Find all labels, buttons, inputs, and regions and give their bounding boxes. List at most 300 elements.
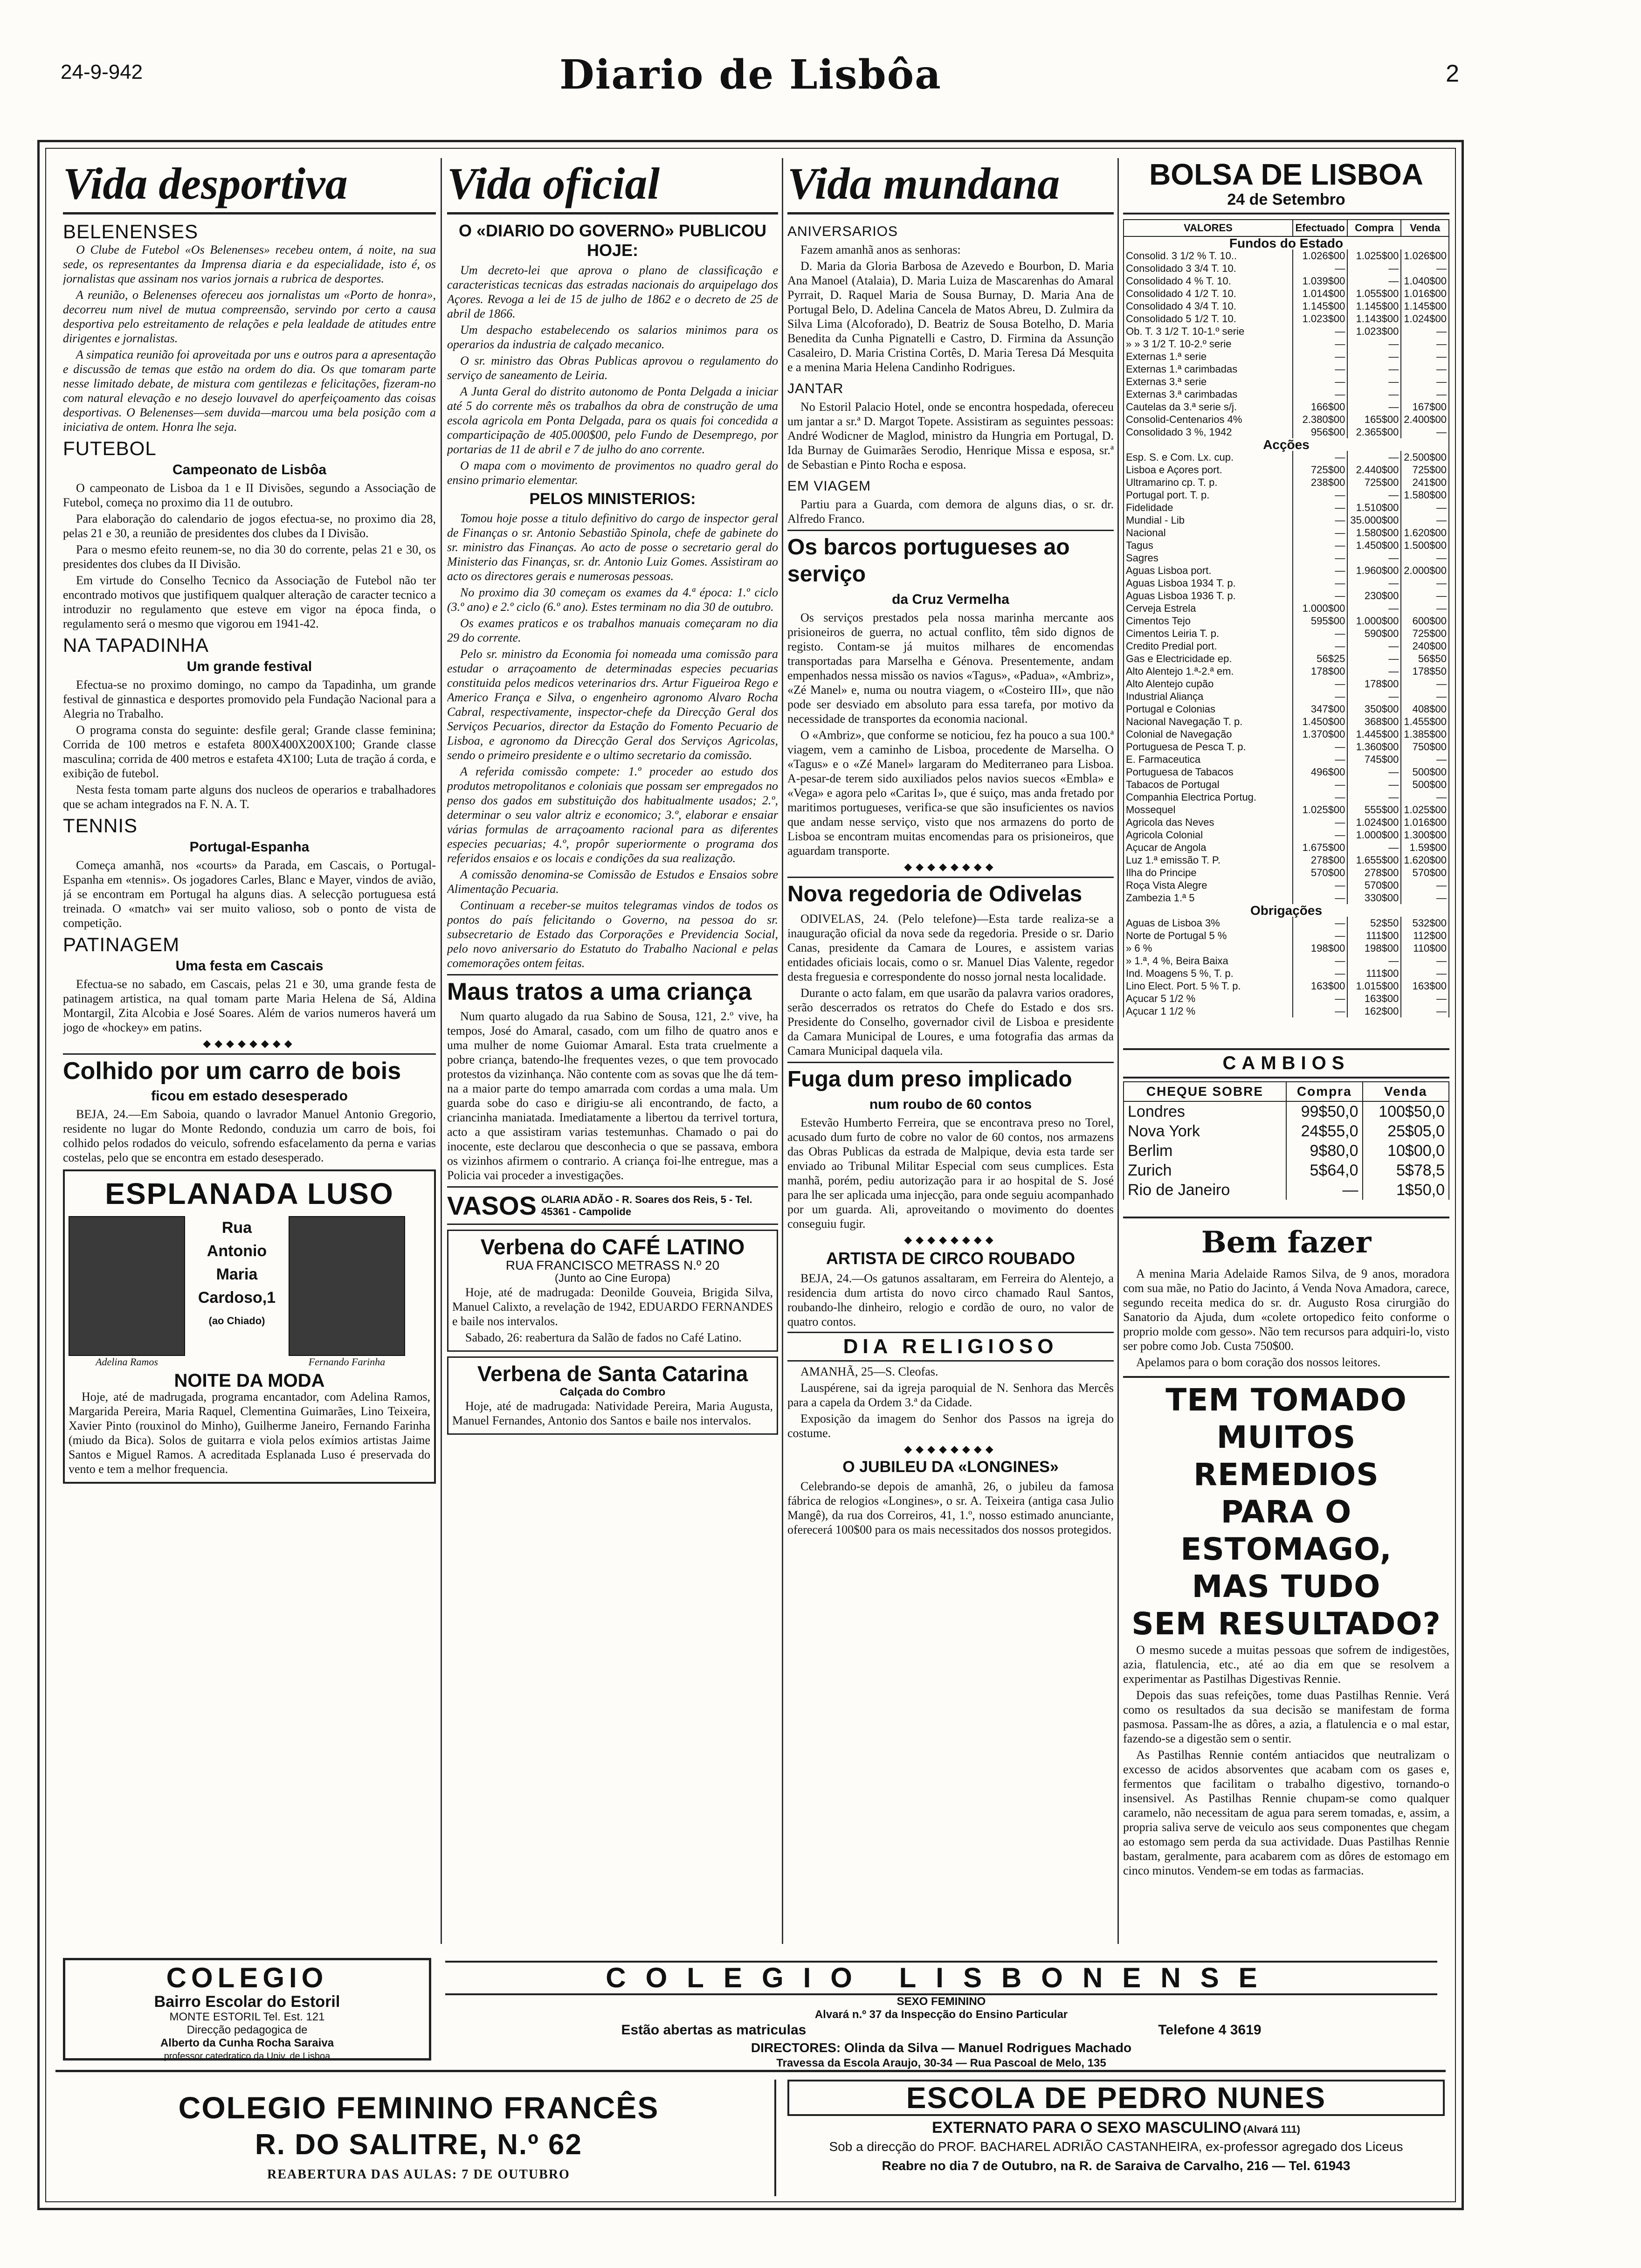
table-cell: 1.023$00 bbox=[1293, 312, 1347, 325]
paragraph: Um decreto-lei que aprova o plano de classificação e caracteristicas tecnicas das estradas nacionais do arquipelago dos Açores. Revoga a lei de 15 de julho de 1862 e o decreto de 25 de abril de 1866. bbox=[447, 263, 778, 320]
table-cell: Consolid-Centenarios 4% bbox=[1124, 413, 1293, 426]
paragraph: BEJA, 24.—Em Saboia, quando o lavrador Manuel Antonio Gregorio, residente no lugar do Monte Redondo, conduzia um carro de bois, foi colhido pelos rodados do veiculo, sofrendo esfacelamento da perna e varias costelas, pelo que se encontra em estado desesperado. bbox=[63, 1107, 436, 1164]
paragraph: Para o mesmo efeito reunem-se, no dia 30 do corrente, pelas 21 e 30, os presidentes dos clubes da II Divisão. bbox=[63, 543, 436, 571]
table-cell: 163$00 bbox=[1347, 992, 1401, 1005]
table-cell: — bbox=[1347, 489, 1401, 501]
table-row bbox=[1124, 463, 1449, 476]
table-cell: — bbox=[1401, 501, 1449, 514]
paragraph: Depois das suas refeições, tome duas Pastilhas Rennie. Verá como os resultados da sua decisão se manifestam de forma pasmosa. Passam-lhe as dôres, a azia, a flatulencia e o mal estar, fazendo-se a digestão sem o sentir. bbox=[1123, 1688, 1449, 1745]
table-row bbox=[1124, 602, 1449, 615]
table-cell: 241$00 bbox=[1401, 476, 1449, 489]
table-cell: Nova York bbox=[1124, 1121, 1286, 1141]
table-cell: 750$00 bbox=[1401, 740, 1449, 753]
table-cell: 25$05,0 bbox=[1363, 1121, 1449, 1141]
portrait-photo bbox=[289, 1216, 405, 1356]
ad-colegio-frances bbox=[63, 2080, 776, 2196]
table-cell: 198$00 bbox=[1293, 942, 1347, 954]
table-cell: 1.145$00 bbox=[1293, 300, 1347, 312]
table-row bbox=[1124, 917, 1449, 929]
table-row bbox=[1124, 401, 1449, 413]
bolsa-date: 24 de Setembro bbox=[1123, 191, 1449, 214]
table-row bbox=[1124, 577, 1449, 589]
ad-line: (Junto ao Cine Europa) bbox=[554, 1272, 671, 1285]
table-row bbox=[1124, 1180, 1449, 1200]
table-cell: — bbox=[1347, 262, 1401, 275]
table-cell: Nacional bbox=[1124, 526, 1293, 539]
paragraph: Nesta festa tomam parte alguns dos nucleos de operarios e trabalhadores que se acham integrados na F. N. A. T. bbox=[63, 783, 436, 811]
table-row bbox=[1124, 300, 1449, 312]
ad-title: Verbena do CAFÉ LATINO bbox=[480, 1235, 745, 1259]
table-cell: — bbox=[1347, 791, 1401, 803]
table-row bbox=[1124, 476, 1449, 489]
table-row bbox=[1124, 501, 1449, 514]
table-cell: Consolidado 4 % T. 10. bbox=[1124, 275, 1293, 287]
column-header: Compra bbox=[1286, 1082, 1363, 1101]
paragraph: ODIVELAS, 24. (Pelo telefone)—Esta tarde realiza-se a inauguração oficial da nova sede da regedoria. Preside o sr. Dario Canas, presidente da Camara de Loures, e assistem varias entidades oficiais locais, como o sr. Manuel Dias Valente, regedor desta freguesia e correspondente do nosso jornal nesta localidade. bbox=[787, 912, 1114, 983]
table-cell: — bbox=[1401, 879, 1449, 892]
table-cell: Alto Alentejo 1.ª-2.ª em. bbox=[1124, 665, 1293, 678]
table-cell: Tabacos de Portugal bbox=[1124, 778, 1293, 791]
paragraph: Lauspérene, sai da igreja paroquial de N. Senhora das Mercês para a capela da Ordem 3.ª da Cidade. bbox=[787, 1381, 1114, 1409]
table-row bbox=[1124, 1141, 1449, 1161]
table-cell: — bbox=[1293, 829, 1347, 841]
table-row bbox=[1124, 652, 1449, 665]
paragraph: O «Ambriz», que conforme se noticiou, fez ha pouco a sua 100.ª viagem, vem a caminho de Lisboa, procedente de Marselha. O «Tagus» e o «Zé Manel» largaram do Mediterraneo para Lisboa. A-pesar-de terem sido auxiliados pelos navios suecos «Embla» e «Vega» e agora pelo «Caritas I», que é suiço, mas anda fretado por maritimos portugueses, verifica-se que são insuficientes os navios que andam nesse serviço, visto que nos armazens do porto de Lisboa se encontram muitas encomendas para os prisioneiros, que aguardam transporte. bbox=[787, 728, 1114, 857]
paragraph: O mapa com o movimento de provimentos no quadro geral do ensino primario elementar. bbox=[447, 459, 778, 487]
table-row bbox=[1124, 942, 1449, 954]
table-row bbox=[1124, 552, 1449, 564]
table-cell: — bbox=[1401, 589, 1449, 602]
table-row bbox=[1124, 388, 1449, 401]
paragraph: D. Maria da Gloria Barbosa de Azevedo e Bourbon, D. Maria Ana Manoel (Atalaia), D. Maria Luiza de Mascarenhas do Amaral Pyrrait, D. Raquel Maria de Sousa Burnay, D. Maria Ana de Portugal Belo, D. Adelina Cancela de Matos Abreu, D. Zulmira da Silva Lima (Alcoforado), D. Beatriz de Sousa Botelho, D. Maria Benedita da Cunha Pignatelli e Castro, D. Firmina da Assunção Casaleiro, D. Maria Cristina Cortês, D. Maria Teresa Dá Mesquita e a menina Maria Helena Candinho Rodrigues. bbox=[787, 259, 1114, 374]
table-cell: Agricola das Neves bbox=[1124, 816, 1293, 829]
table-cell: Agricola Colonial bbox=[1124, 829, 1293, 841]
table-cell: 725$00 bbox=[1293, 463, 1347, 476]
table-cell: Fidelidade bbox=[1124, 501, 1293, 514]
subhead: JANTAR bbox=[787, 381, 844, 396]
headline: O JUBILEU DA «LONGINES» bbox=[842, 1458, 1059, 1476]
paragraph: Continuam a receber-se muitos telegramas vindos de todos os pontos do país felicitando o Governo, na pessoa do sr. subsecretario de Estado das Corporações e Previdencia Social, pelo novo aniversario do Estatuto do Trabalho Nacional e pelas comemorações ontem feitas. bbox=[447, 899, 778, 970]
table-row bbox=[1124, 375, 1449, 388]
table-cell: 1.143$00 bbox=[1347, 312, 1401, 325]
table-row bbox=[1124, 1101, 1449, 1121]
table-cell: — bbox=[1293, 338, 1347, 350]
table-row bbox=[1124, 1005, 1449, 1017]
table-row bbox=[1124, 829, 1449, 841]
table-cell: 570$00 bbox=[1293, 866, 1347, 879]
headline: PELOS MINISTERIOS: bbox=[529, 490, 696, 508]
table-cell: — bbox=[1401, 678, 1449, 690]
table-cell: 347$00 bbox=[1293, 703, 1347, 715]
table-row bbox=[1124, 1121, 1449, 1141]
table-cell: 100$50,0 bbox=[1363, 1101, 1449, 1121]
table-cell: Ob. T. 3 1/2 T. 10-1.º serie bbox=[1124, 325, 1293, 338]
table-cell: — bbox=[1293, 879, 1347, 892]
ad-subtitle: NOITE DA MODA bbox=[174, 1370, 325, 1391]
table-row bbox=[1124, 564, 1449, 577]
stock-table-body bbox=[1124, 236, 1449, 1017]
table-cell: 2.380$00 bbox=[1293, 413, 1347, 426]
table-cell: — bbox=[1293, 501, 1347, 514]
table-cell: — bbox=[1293, 363, 1347, 375]
table-cell: Cautelas da 3.ª serie s/j. bbox=[1124, 401, 1293, 413]
table-cell: — bbox=[1293, 552, 1347, 564]
table-cell: Portuguesa de Pesca T. p. bbox=[1124, 740, 1293, 753]
table-cell: 1.039$00 bbox=[1293, 275, 1347, 287]
table-row bbox=[1124, 841, 1449, 854]
table-cell: Rio de Janeiro bbox=[1124, 1180, 1286, 1200]
table-cell: Zambezia 1.ª 5 bbox=[1124, 892, 1293, 904]
table-cell: 1.025$00 bbox=[1293, 803, 1347, 816]
table-cell: » 6 % bbox=[1124, 942, 1293, 954]
table-cell: Nacional Navegação T. p. bbox=[1124, 715, 1293, 728]
table-cell: — bbox=[1293, 627, 1347, 640]
paragraph: O mesmo sucede a muitas pessoas que sofrem de indigestões, azia, flatulencia, etc., até ao dia em que se resolvem a experimentar as Pastilhas Digestivas Rennie. bbox=[1123, 1643, 1449, 1686]
ad-address: R. DO SALITRE, N.º 62 bbox=[255, 2129, 582, 2161]
ad-escola-pedro-nunes bbox=[787, 2080, 1445, 2196]
table-cell: Portugal e Colonias bbox=[1124, 703, 1293, 715]
table-cell: 1.620$00 bbox=[1401, 526, 1449, 539]
table-row bbox=[1124, 967, 1449, 980]
table-cell: Consolidado 5 1/2 T. 10. bbox=[1124, 312, 1293, 325]
table-row bbox=[1124, 866, 1449, 879]
table-cell: — bbox=[1293, 451, 1347, 463]
ad-vasos bbox=[447, 1186, 778, 1225]
table-row bbox=[1124, 778, 1449, 791]
bottom-ads bbox=[55, 1958, 1446, 2205]
paragraph: A simpatica reunião foi aproveitada por uns e outros para a apresentação e discussão de temas que estão na ordem do dia. Os que tomaram parte nesse limitado debate, de mistura com gentilezas e felicitações, fizeram-no com natural elevação e no desejo louvavel do aperfeiçoamento das coisas desportivas. O Belenenses—sem duvida—marcou uma bela posição com a iniciativa de ontem. Honra lhe seja. bbox=[63, 348, 436, 434]
table-cell: — bbox=[1401, 954, 1449, 967]
table-row bbox=[1124, 526, 1449, 539]
address-line: Maria bbox=[216, 1265, 258, 1283]
subhead: EM VIAGEM bbox=[787, 478, 871, 494]
table-cell: 2.500$00 bbox=[1401, 451, 1449, 463]
headline: ficou em estado desesperado bbox=[151, 1088, 348, 1104]
table-cell: 111$00 bbox=[1347, 929, 1401, 942]
table-cell: — bbox=[1293, 954, 1347, 967]
table-cell: Externas 3.ª carimbadas bbox=[1124, 388, 1293, 401]
column-mundana bbox=[787, 158, 1114, 1539]
bottom-ads-row bbox=[55, 1958, 1446, 2069]
table-cell: Cimentos Leiria T. p. bbox=[1124, 627, 1293, 640]
ad-line: Calçada do Combro bbox=[559, 1386, 666, 1398]
paragraph: Tomou hoje posse a titulo definitivo do cargo de inspector geral de Finanças o sr. Antonio Sebastião Spinola, chefe de gabinete do sr. ministro das Finanças. Ao acto de posse o secretario geral do Ministerio das Finanças, sr. dr. Antonio Luiz Gomes. Assistiram ao acto os directores gerais e numerosas pessoas. bbox=[447, 512, 778, 583]
ad-line: Alberto da Cunha Rocha Saraiva bbox=[160, 2037, 334, 2049]
ad-colegio-estoril bbox=[63, 1958, 431, 2061]
ad-line: Telefone 4 3619 bbox=[1158, 2022, 1262, 2038]
ad-title: COLEGIO FEMININO FRANCÊS bbox=[178, 2090, 659, 2125]
table-cell: Cerveja Estrela bbox=[1124, 602, 1293, 615]
table-row bbox=[1124, 803, 1449, 816]
section-title: Vida desportiva bbox=[63, 158, 436, 214]
table-cell: 532$00 bbox=[1401, 917, 1449, 929]
table-cell: Externas 1.ª carimbadas bbox=[1124, 363, 1293, 375]
section-title: Vida mundana bbox=[787, 158, 1114, 214]
table-cell: — bbox=[1347, 665, 1401, 678]
page-number: 2 bbox=[1446, 60, 1459, 87]
table-cell: Consolidado 3 3/4 T. 10. bbox=[1124, 262, 1293, 275]
table-row bbox=[1124, 413, 1449, 426]
table-cell: Norte de Portugal 5 % bbox=[1124, 929, 1293, 942]
table-cell: — bbox=[1293, 539, 1347, 552]
table-row bbox=[1124, 262, 1449, 275]
table-cell: — bbox=[1293, 489, 1347, 501]
address-block bbox=[193, 1216, 281, 1333]
ad-line: Estão abertas as matriculas bbox=[621, 2022, 807, 2038]
headline: Maus tratos a uma criança bbox=[447, 974, 778, 1005]
table-row bbox=[1124, 753, 1449, 766]
paragraph: Um despacho estabelecendo os salarios minimos para os operarios da industria de calçado mecanico. bbox=[447, 323, 778, 351]
table-cell: 330$00 bbox=[1347, 892, 1401, 904]
table-cell: Consolidado 4 3/4 T. 10. bbox=[1124, 300, 1293, 312]
table-row bbox=[1124, 740, 1449, 753]
ad-title: ESPLANADA LUSO bbox=[105, 1177, 394, 1210]
column-oficial bbox=[447, 158, 778, 1439]
table-cell: 1.360$00 bbox=[1347, 740, 1401, 753]
table-cell: 570$00 bbox=[1347, 879, 1401, 892]
table-cell: 1.055$00 bbox=[1347, 287, 1401, 300]
table-group-row bbox=[1124, 904, 1449, 917]
paragraph: Estevão Humberto Ferreira, que se encontrava preso no Torel, acusado dum furto de cobre no valor de 60 contos, nos armazens das Obras Publicas da estrada de Malpique, devia esta tarde ser enviado ao Tribunal Militar Especial com seus cumplices. Esta manhã, porém, pediu autorização para ir ao hospital de S. José para lhe ser aplicada uma injecção, para onde seguiu acompanhado por um guarda. Ali, aproveitando o movimento do doentes conseguiu fugir. bbox=[787, 1116, 1114, 1231]
table-cell: 1.145$00 bbox=[1401, 300, 1449, 312]
table-cell: 198$00 bbox=[1347, 942, 1401, 954]
table-cell: — bbox=[1401, 350, 1449, 363]
table-cell: 1.450$00 bbox=[1293, 715, 1347, 728]
table-cell: Tagus bbox=[1124, 539, 1293, 552]
ad-line: REABERTURA DAS AULAS: 7 DE OUTUBRO bbox=[267, 2167, 570, 2182]
table-group-row bbox=[1124, 236, 1449, 249]
table-cell: 956$00 bbox=[1293, 426, 1347, 438]
table-cell: 56$50 bbox=[1401, 652, 1449, 665]
table-cell: — bbox=[1347, 451, 1401, 463]
headline: Portugal-Espanha bbox=[189, 839, 310, 855]
table-cell: 600$00 bbox=[1401, 615, 1449, 627]
table-cell: Gas e Electricidade ep. bbox=[1124, 652, 1293, 665]
table-cell: Externas 1.ª serie bbox=[1124, 350, 1293, 363]
table-cell: 1.015$00 bbox=[1347, 980, 1401, 992]
table-cell: 1.300$00 bbox=[1401, 829, 1449, 841]
table-cell: — bbox=[1293, 892, 1347, 904]
spacer bbox=[1123, 1017, 1449, 1045]
bottom-ads-row bbox=[55, 2070, 1446, 2205]
photo-caption: Adelina Ramos bbox=[96, 1356, 158, 1368]
table-cell: 1.510$00 bbox=[1347, 501, 1401, 514]
ad-verbena-cafe-latino bbox=[447, 1230, 778, 1352]
cambios-title: CAMBIOS bbox=[1123, 1048, 1449, 1079]
paragraph: As Pastilhas Rennie contém antiacidos que neutralizam o excesso de acidos absorventes que acabam com os gases e, fermentos que facilitam o trabalho digestivo, tornando-o insensivel. As Pastilhas Rennie chupam-se como qualquer caramelo, não necessitam de agua para serem tomadas, e, assim, a propria saliva serve de veiculo aos seus componentes que chegam ao estomago sem perda da sua actividade. Duas Pastilhas Rennie bastam, geralmente, para acabarem com as dôres de estomago em cinco minutos. Vendem-se em todas as farmacias. bbox=[1123, 1748, 1449, 1877]
table-cell: — bbox=[1347, 363, 1401, 375]
table-row bbox=[1124, 678, 1449, 690]
table-cell: — bbox=[1347, 275, 1401, 287]
table-cell: — bbox=[1293, 917, 1347, 929]
table-cell: — bbox=[1401, 892, 1449, 904]
paragraph: Fazem amanhã anos as senhoras: bbox=[800, 243, 961, 256]
table-cell: — bbox=[1347, 766, 1401, 778]
table-row bbox=[1124, 363, 1449, 375]
table-cell: — bbox=[1347, 401, 1401, 413]
group-label: Fundos do Estado bbox=[1124, 236, 1449, 249]
table-cell: — bbox=[1401, 325, 1449, 338]
table-cell: 1.59$00 bbox=[1401, 841, 1449, 854]
table-row bbox=[1124, 879, 1449, 892]
divider: ◆◆◆◆◆◆◆◆ bbox=[203, 1037, 296, 1049]
table-cell: Portugal port. T. p. bbox=[1124, 489, 1293, 501]
table-cell: — bbox=[1347, 552, 1401, 564]
table-cell: 24$55,0 bbox=[1286, 1121, 1363, 1141]
table-row bbox=[1124, 766, 1449, 778]
column-rule bbox=[441, 158, 442, 1944]
ad-line: Reabre no dia 7 de Outubro, na R. de Saraiva de Carvalho, 216 — Tel. 61943 bbox=[882, 2158, 1351, 2173]
headline: ARTISTA DE CIRCO ROUBADO bbox=[826, 1249, 1075, 1268]
column-header: VALORES bbox=[1124, 220, 1293, 236]
table-row bbox=[1124, 627, 1449, 640]
table-cell: — bbox=[1293, 778, 1347, 791]
stock-table bbox=[1123, 219, 1449, 1017]
table-cell: — bbox=[1293, 388, 1347, 401]
paragraph: Celebrando-se depois de amanhã, 26, o jubileu da famosa fábrica de relogios «Longines», o sr. A. Teixeira (antiga casa Julio Mangê), da rua dos Correiros, 41, 1.º, nosso estimado anunciante, oferecerá 100$00 para os mais necessitados dos nossos protegidos. bbox=[787, 1480, 1114, 1536]
paragraph: Num quarto alugado da rua Sabino de Sousa, 121, 2.º vive, ha tempos, José do Amaral, casado, com um filho de quatro anos e uma mulher de nome Guiomar Amaral. Esta trata cruelmente a pobre criança, batendo-lhe frequentes vezes, o que tem provocado protestos da vizinhança. Não contente com as sovas que lhe dá tem-na a maior parte do tempo amarrada com cordas a uma mala. Um guarda sobe do caso e dirigiu-se ali encontrando, de facto, a criancinha maniatada. Imediatamente a libertou da terrivel tortura, acto a que assistiram varias testemunhas. Chamado o pai do inocente, este declarou que desconhecia o que se passava, embora os vizinhos afirmem o contrario. A criança foi-lhe entregue, mas a Policia vai proceder a investigações. bbox=[447, 1010, 778, 1182]
ad-line-row bbox=[787, 2119, 1445, 2137]
ad-title: COLEGIO bbox=[166, 1962, 328, 1993]
subhead: FUTEBOL bbox=[63, 437, 157, 459]
table-cell: 167$00 bbox=[1401, 401, 1449, 413]
table-cell: — bbox=[1401, 514, 1449, 526]
bolsa-title: BOLSA DE LISBOA bbox=[1149, 158, 1423, 191]
paragraph: Efectua-se no sabado, em Cascais, pelas 21 e 30, uma grande festa de patinagem artistica, na qual tomam parte Maria Helena de Sá, Aldina Montargil, Zita Alcobia e José Soares. Além de varios numeros haverá um jogo de «hockey» em patins. bbox=[63, 977, 436, 1034]
table-row bbox=[1124, 489, 1449, 501]
table-cell: Industrial Aliança bbox=[1124, 690, 1293, 703]
table-cell: Berlim bbox=[1124, 1141, 1286, 1161]
table-cell: — bbox=[1347, 375, 1401, 388]
table-cell: — bbox=[1347, 350, 1401, 363]
subhead: NA TAPADINHA bbox=[63, 634, 209, 656]
page-frame-inner bbox=[45, 148, 1456, 2202]
table-cell: 56$25 bbox=[1293, 652, 1347, 665]
paragraph: A comissão denomina-se Comissão de Estudos e Ensaios sobre Alimentação Pecuaria. bbox=[447, 868, 778, 896]
table-header-row bbox=[1124, 1082, 1449, 1101]
table-cell: 99$50,0 bbox=[1286, 1101, 1363, 1121]
table-cell: 1.024$00 bbox=[1401, 312, 1449, 325]
headline: DIA RELIGIOSO bbox=[787, 1332, 1114, 1362]
paragraph: O campeonato de Lisboa da 1 e II Divisões, segundo a Associação de Futebol, começa no proximo dia 11 de outubro. bbox=[63, 481, 436, 509]
table-row bbox=[1124, 1161, 1449, 1180]
table-cell: 178$50 bbox=[1401, 665, 1449, 678]
column-desportiva bbox=[63, 158, 436, 1488]
ad-line: (Alvará 111) bbox=[1243, 2123, 1300, 2135]
table-cell: 1.370$00 bbox=[1293, 728, 1347, 740]
table-cell: — bbox=[1347, 602, 1401, 615]
table-row bbox=[1124, 728, 1449, 740]
column-header: Efectuado bbox=[1293, 220, 1347, 236]
table-cell: 1.620$00 bbox=[1401, 854, 1449, 866]
table-cell: Esp. S. e Com. Lx. cup. bbox=[1124, 451, 1293, 463]
table-cell: Mossequel bbox=[1124, 803, 1293, 816]
column-header: CHEQUE SOBRE bbox=[1124, 1082, 1286, 1101]
table-cell: Ultramarino cp. T. p. bbox=[1124, 476, 1293, 489]
paragraph: Efectua-se no proximo domingo, no campo da Tapadinha, um grande festival de ginnastica e desportes promovido pela Fundação Nacional para a Alegria no Trabalho. bbox=[63, 678, 436, 720]
paragraph: Partiu para a Guarda, com demora de alguns dias, o sr. dr. Alfredo Franco. bbox=[787, 498, 1114, 526]
paragraph: Exposição da imagem do Senhor dos Passos na igreja do costume. bbox=[787, 1412, 1114, 1440]
table-cell: 9$80,0 bbox=[1286, 1141, 1363, 1161]
table-cell: Londres bbox=[1124, 1101, 1286, 1121]
ad-line: Sob a direcção do PROF. BACHAREL ADRIÃO CASTANHEIRA, ex-professor agregado dos Liceus bbox=[829, 2139, 1403, 2154]
paragraph: O sr. ministro das Obras Publicas aprovou o regulamento do serviço de saneamento de Leiria. bbox=[447, 354, 778, 382]
paragraph: Hoje, até de madrugada, programa encantador, com Adelina Ramos, Margarida Pereira, Maria Raquel, Clementina Guimarães, Lino Teixeira, Xavier Pinto (rouxinol do Minho), Guilherme Janeiro, Fernando Farinha (miudo da Bica). Solos de guitarra e viola pelos exímios artistas Jaime Santos e Miguel Ramos. A acreditada Esplanada Luso é preservada do vento e tem a melhor frequencia. bbox=[69, 1390, 430, 1476]
table-cell: 230$00 bbox=[1347, 589, 1401, 602]
table-cell: 2.000$00 bbox=[1401, 564, 1449, 577]
ad-headline-line: TEM TOMADO MUITOS bbox=[1165, 1382, 1407, 1455]
table-row bbox=[1124, 791, 1449, 803]
table-cell: — bbox=[1293, 564, 1347, 577]
table-cell: 570$00 bbox=[1401, 866, 1449, 879]
table-cell: 163$00 bbox=[1293, 980, 1347, 992]
table-cell: 1.455$00 bbox=[1401, 715, 1449, 728]
paragraph: Os serviços prestados pela nossa marinha mercante aos prisioneiros de guerra, no actual conflito, têm sido dignos de registo. Contam-se já muitos milhares de encomendas transportadas para Marselha e Génova. Presentemente, andam empenhados nessa missão os navios «Tagus», «Padua», «Ambriz», «Zé Manel» e, numa ou noutra viagem, o «Costeiro III», que não pode ser desviado em absoluto para essa tarefa, por motivo da necessidade de transportes da economia nacional. bbox=[787, 611, 1114, 726]
table-row bbox=[1124, 640, 1449, 652]
table-row bbox=[1124, 514, 1449, 526]
table-cell: Externas 3.ª serie bbox=[1124, 375, 1293, 388]
table-cell: 500$00 bbox=[1401, 766, 1449, 778]
table-cell: 5$64,0 bbox=[1286, 1161, 1363, 1180]
table-cell: — bbox=[1293, 816, 1347, 829]
table-cell: — bbox=[1347, 640, 1401, 652]
table-row bbox=[1124, 892, 1449, 904]
issue-date: 24-9-942 bbox=[61, 61, 143, 83]
table-cell: — bbox=[1401, 753, 1449, 766]
table-cell: 178$00 bbox=[1347, 678, 1401, 690]
table-cell: — bbox=[1293, 929, 1347, 942]
table-row bbox=[1124, 954, 1449, 967]
table-cell: 408$00 bbox=[1401, 703, 1449, 715]
group-label: Obrigações bbox=[1124, 904, 1449, 917]
table-cell: — bbox=[1293, 992, 1347, 1005]
subhead: ANIVERSARIOS bbox=[787, 224, 898, 239]
exchange-table-body bbox=[1124, 1101, 1449, 1200]
ad-esplanada-luso bbox=[63, 1169, 436, 1484]
table-cell: 1.000$00 bbox=[1293, 602, 1347, 615]
page-frame bbox=[37, 140, 1464, 2210]
table-cell: Aguas Lisboa port. bbox=[1124, 564, 1293, 577]
table-cell: 1.580$00 bbox=[1347, 526, 1401, 539]
table-cell: E. Farmaceutica bbox=[1124, 753, 1293, 766]
group-label: Acções bbox=[1124, 438, 1449, 451]
table-cell: — bbox=[1293, 1005, 1347, 1017]
table-cell: 1.445$00 bbox=[1347, 728, 1401, 740]
table-cell: 178$00 bbox=[1293, 665, 1347, 678]
table-cell: Mundial - Lib bbox=[1124, 514, 1293, 526]
table-cell: 110$00 bbox=[1401, 942, 1449, 954]
headline: O «DIARIO DO GOVERNO» PUBLICOU HOJE: bbox=[458, 221, 767, 260]
table-cell: 163$00 bbox=[1401, 980, 1449, 992]
table-cell: 368$00 bbox=[1347, 715, 1401, 728]
paragraph: Hoje, até de madrugada: Deonilde Gouveia, Brigida Silva, Manuel Calixto, a revelação de 1942, EDUARDO FERNANDES e baile nos intervalos. bbox=[452, 1286, 773, 1328]
table-cell: 2.440$00 bbox=[1347, 463, 1401, 476]
ad-verbena-santa-catarina bbox=[447, 1356, 778, 1435]
table-cell: 1.580$00 bbox=[1401, 489, 1449, 501]
paragraph: Apelamos para o bom coração dos nossos leitores. bbox=[1136, 1355, 1381, 1369]
table-cell: 1.675$00 bbox=[1293, 841, 1347, 854]
table-cell: 1.500$00 bbox=[1401, 539, 1449, 552]
ad-line: DIRECTORES: Olinda da Silva — Manuel Rodrigues Machado bbox=[751, 2040, 1132, 2055]
table-cell: 1.025$00 bbox=[1347, 249, 1401, 262]
table-cell: 10$00,0 bbox=[1363, 1141, 1449, 1161]
table-cell: — bbox=[1401, 602, 1449, 615]
address-line: Antonio bbox=[207, 1242, 267, 1260]
table-row bbox=[1124, 350, 1449, 363]
table-row bbox=[1124, 451, 1449, 463]
table-cell: Alto Alentejo cupão bbox=[1124, 678, 1293, 690]
table-cell: Cimentos Tejo bbox=[1124, 615, 1293, 627]
